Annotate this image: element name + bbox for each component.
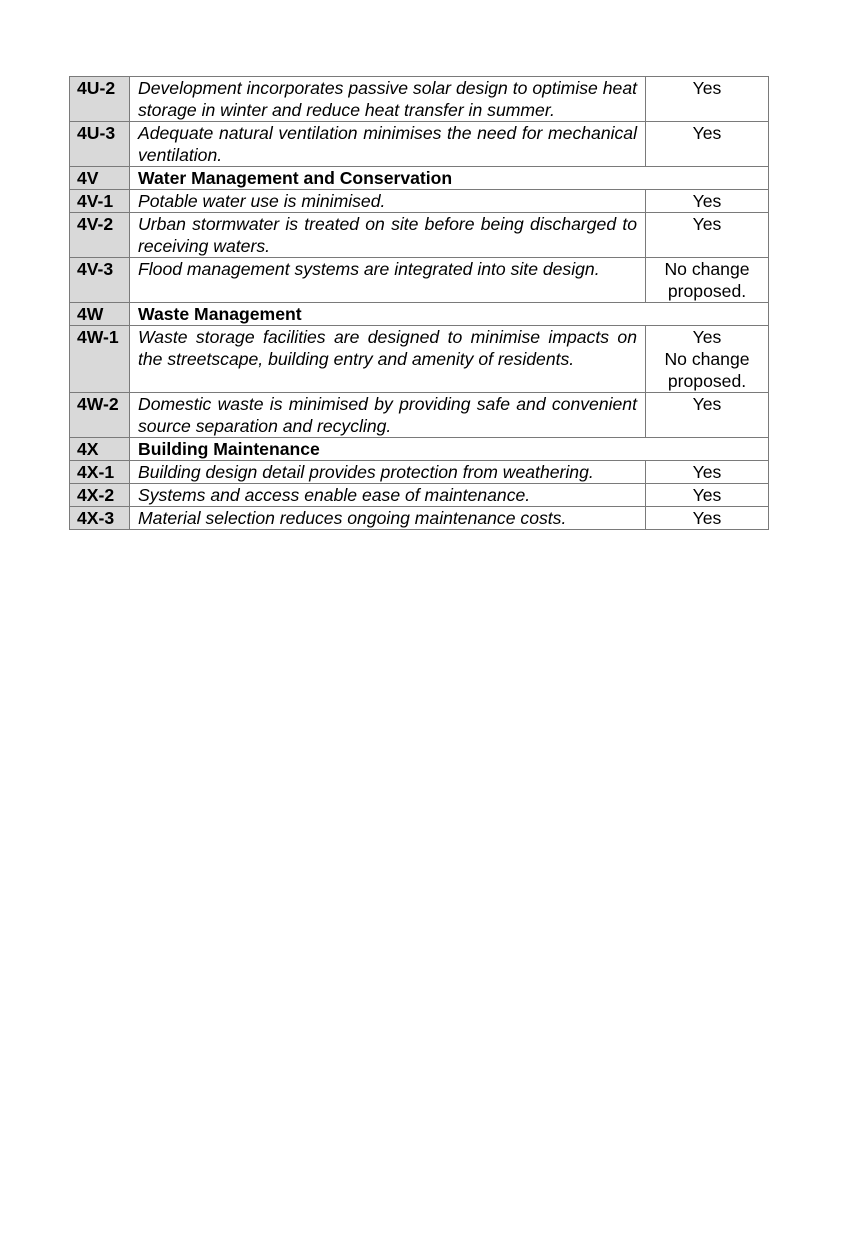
status-line: Yes (692, 191, 722, 211)
section-title: Waste Management (130, 303, 769, 326)
section-code: 4V (70, 167, 130, 190)
row-status (646, 77, 769, 122)
row-description: Development incorporates passive solar design to optimise heat storage in winter and reduce heat transfer in summer. (130, 77, 646, 122)
status-line: Yes (692, 214, 722, 234)
section-code: 4X (70, 438, 130, 461)
section-row (70, 167, 769, 190)
table-row (70, 122, 769, 167)
row-status (646, 393, 769, 438)
row-code: 4V-3 (70, 258, 130, 303)
row-code: 4X-2 (70, 484, 130, 507)
row-code: 4X-3 (70, 507, 130, 530)
row-description: Waste storage facilities are designed to minimise impacts on the streetscape, building entry and amenity of residents. (130, 326, 646, 393)
table-row (70, 326, 769, 393)
row-status (646, 484, 769, 507)
row-description: Domestic waste is minimised by providing safe and convenient source separation and recycling. (130, 393, 646, 438)
status-line: Yes (692, 508, 722, 528)
status-line: Yes (692, 327, 722, 347)
table-row (70, 461, 769, 484)
status-line: Yes (692, 78, 722, 98)
section-title: Building Maintenance (130, 438, 769, 461)
row-status (646, 326, 769, 393)
table-row (70, 77, 769, 122)
row-status (646, 122, 769, 167)
row-description: Material selection reduces ongoing maintenance costs. (130, 507, 646, 530)
row-status (646, 258, 769, 303)
row-description: Systems and access enable ease of maintenance. (130, 484, 646, 507)
row-code: 4W-2 (70, 393, 130, 438)
row-description: Flood management systems are integrated into site design. (130, 258, 646, 303)
row-status (646, 190, 769, 213)
row-status (646, 213, 769, 258)
row-description: Urban stormwater is treated on site before being discharged to receiving waters. (130, 213, 646, 258)
status-line: Yes (692, 123, 722, 143)
section-title: Water Management and Conservation (130, 167, 769, 190)
section-row (70, 438, 769, 461)
table-row (70, 507, 769, 530)
compliance-table (69, 76, 769, 530)
status-line: Yes (692, 485, 722, 505)
table-row (70, 393, 769, 438)
row-status (646, 507, 769, 530)
row-code: 4U-3 (70, 122, 130, 167)
table-row (70, 484, 769, 507)
row-code: 4V-1 (70, 190, 130, 213)
status-line: No change proposed. (664, 259, 750, 301)
section-code: 4W (70, 303, 130, 326)
row-description: Adequate natural ventilation minimises the need for mechanical ventilation. (130, 122, 646, 167)
row-code: 4W-1 (70, 326, 130, 393)
table-row (70, 213, 769, 258)
row-description: Building design detail provides protection from weathering. (130, 461, 646, 484)
status-line: Yes (692, 462, 722, 482)
row-code: 4X-1 (70, 461, 130, 484)
table-row (70, 190, 769, 213)
section-row (70, 303, 769, 326)
row-description: Potable water use is minimised. (130, 190, 646, 213)
status-line: Yes (692, 394, 722, 414)
row-code: 4V-2 (70, 213, 130, 258)
table-row (70, 258, 769, 303)
row-status (646, 461, 769, 484)
status-line: No change proposed. (664, 349, 750, 391)
row-code: 4U-2 (70, 77, 130, 122)
